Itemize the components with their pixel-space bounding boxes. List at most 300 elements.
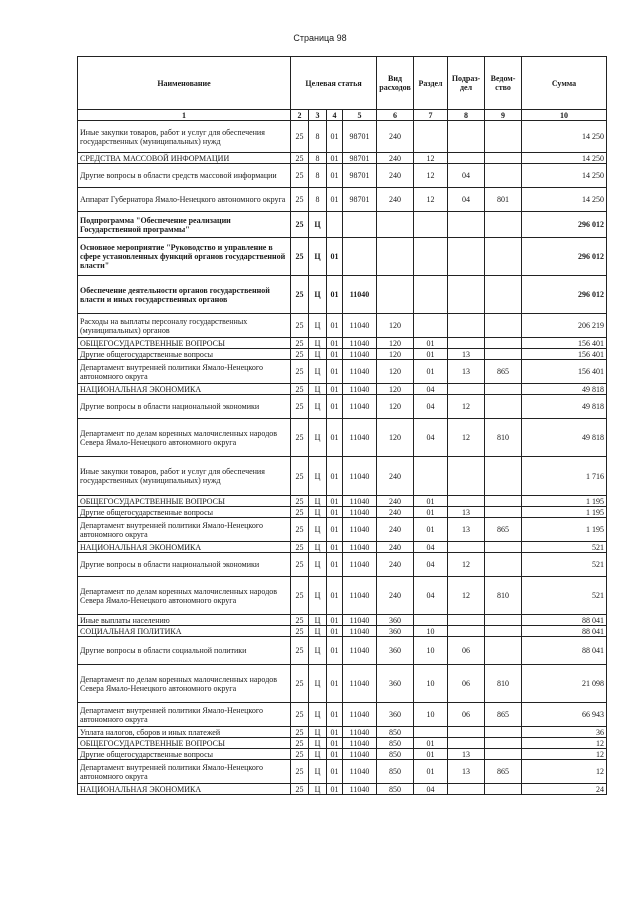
target-code-4: 11040 bbox=[343, 542, 377, 553]
target-code-4: 11040 bbox=[343, 626, 377, 637]
target-code-3: 01 bbox=[327, 457, 343, 496]
section-cell: 01 bbox=[414, 749, 448, 760]
sum-cell: 14 250 bbox=[522, 121, 607, 153]
target-code-3: 01 bbox=[327, 238, 343, 276]
subsection-cell: 12 bbox=[448, 395, 485, 419]
section-cell: 01 bbox=[414, 738, 448, 749]
target-code-1: 25 bbox=[291, 395, 309, 419]
sum-cell: 49 818 bbox=[522, 419, 607, 457]
expense-type-cell: 240 bbox=[377, 553, 414, 577]
target-code-3: 01 bbox=[327, 703, 343, 727]
expense-type-cell: 120 bbox=[377, 384, 414, 395]
sum-cell: 21 098 bbox=[522, 665, 607, 703]
table-row bbox=[78, 314, 607, 338]
row-name: НАЦИОНАЛЬНАЯ ЭКОНОМИКА bbox=[78, 542, 291, 553]
target-code-4: 11040 bbox=[343, 749, 377, 760]
target-code-2: Ц bbox=[309, 784, 327, 795]
header-row bbox=[78, 57, 607, 110]
subsection-cell bbox=[448, 738, 485, 749]
subsection-cell: 12 bbox=[448, 577, 485, 615]
department-cell bbox=[485, 784, 522, 795]
subsection-cell: 06 bbox=[448, 703, 485, 727]
expense-type-cell: 240 bbox=[377, 188, 414, 212]
target-code-3: 01 bbox=[327, 760, 343, 784]
sum-cell: 1 195 bbox=[522, 496, 607, 507]
subsection-cell: 13 bbox=[448, 507, 485, 518]
header-section: Раздел bbox=[414, 57, 448, 110]
table-row bbox=[78, 665, 607, 703]
section-cell: 04 bbox=[414, 553, 448, 577]
sum-cell: 206 219 bbox=[522, 314, 607, 338]
department-cell: 865 bbox=[485, 360, 522, 384]
expense-type-cell: 850 bbox=[377, 738, 414, 749]
sum-cell: 49 818 bbox=[522, 395, 607, 419]
department-cell bbox=[485, 164, 522, 188]
target-code-1: 25 bbox=[291, 577, 309, 615]
target-code-1: 25 bbox=[291, 360, 309, 384]
expense-type-cell: 360 bbox=[377, 626, 414, 637]
target-code-4: 11040 bbox=[343, 314, 377, 338]
subsection-cell bbox=[448, 384, 485, 395]
subsection-cell: 06 bbox=[448, 665, 485, 703]
subsection-cell bbox=[448, 276, 485, 314]
target-code-3: 01 bbox=[327, 738, 343, 749]
target-code-1: 25 bbox=[291, 338, 309, 349]
target-code-2: 8 bbox=[309, 164, 327, 188]
sum-cell: 296 012 bbox=[522, 276, 607, 314]
sum-cell: 14 250 bbox=[522, 164, 607, 188]
expense-type-cell: 850 bbox=[377, 727, 414, 738]
target-code-4: 11040 bbox=[343, 338, 377, 349]
target-code-4: 98701 bbox=[343, 164, 377, 188]
target-code-4: 98701 bbox=[343, 153, 377, 164]
section-cell: 04 bbox=[414, 419, 448, 457]
department-cell bbox=[485, 238, 522, 276]
table-row bbox=[78, 349, 607, 360]
header-sum: Сумма bbox=[522, 57, 607, 110]
section-cell: 04 bbox=[414, 577, 448, 615]
sum-cell: 521 bbox=[522, 577, 607, 615]
target-code-4: 11040 bbox=[343, 518, 377, 542]
column-number: 10 bbox=[522, 110, 607, 121]
target-code-2: Ц bbox=[309, 626, 327, 637]
department-cell bbox=[485, 384, 522, 395]
target-code-3: 01 bbox=[327, 553, 343, 577]
target-code-3: 01 bbox=[327, 626, 343, 637]
target-code-4: 11040 bbox=[343, 349, 377, 360]
table-row bbox=[78, 637, 607, 665]
expense-type-cell: 360 bbox=[377, 615, 414, 626]
subsection-cell: 12 bbox=[448, 553, 485, 577]
column-number-row bbox=[78, 110, 607, 121]
target-code-1: 25 bbox=[291, 749, 309, 760]
row-name: Другие общегосударственные вопросы bbox=[78, 749, 291, 760]
target-code-2: Ц bbox=[309, 314, 327, 338]
row-name: Департамент по делам коренных малочисленных народов Севера Ямало-Ненецкого автономного округа bbox=[78, 577, 291, 615]
section-cell: 12 bbox=[414, 153, 448, 164]
row-name: Иные закупки товаров, работ и услуг для обеспечения государственных (муниципальных) нужд bbox=[78, 121, 291, 153]
target-code-2: Ц bbox=[309, 749, 327, 760]
target-code-3: 01 bbox=[327, 749, 343, 760]
subsection-cell: 13 bbox=[448, 518, 485, 542]
target-code-2: Ц bbox=[309, 518, 327, 542]
header-expense-type: Вид расходов bbox=[377, 57, 414, 110]
table-row bbox=[78, 749, 607, 760]
target-code-4: 11040 bbox=[343, 384, 377, 395]
target-code-3: 01 bbox=[327, 395, 343, 419]
table-row bbox=[78, 553, 607, 577]
subsection-cell bbox=[448, 212, 485, 238]
section-cell: 01 bbox=[414, 496, 448, 507]
subsection-cell bbox=[448, 727, 485, 738]
target-code-2: Ц bbox=[309, 507, 327, 518]
target-code-4: 11040 bbox=[343, 496, 377, 507]
expense-type-cell: 850 bbox=[377, 784, 414, 795]
section-cell: 12 bbox=[414, 164, 448, 188]
expense-type-cell: 850 bbox=[377, 760, 414, 784]
department-cell: 810 bbox=[485, 577, 522, 615]
target-code-4: 11040 bbox=[343, 553, 377, 577]
target-code-2: Ц bbox=[309, 577, 327, 615]
table-row bbox=[78, 238, 607, 276]
target-code-4: 11040 bbox=[343, 760, 377, 784]
target-code-1: 25 bbox=[291, 626, 309, 637]
sum-cell: 12 bbox=[522, 749, 607, 760]
target-code-1: 25 bbox=[291, 276, 309, 314]
section-cell: 10 bbox=[414, 626, 448, 637]
column-number: 6 bbox=[377, 110, 414, 121]
row-name: ОБЩЕГОСУДАРСТВЕННЫЕ ВОПРОСЫ bbox=[78, 738, 291, 749]
row-name: Департамент внутренней политики Ямало-Ненецкого автономного округа bbox=[78, 760, 291, 784]
expense-type-cell: 120 bbox=[377, 314, 414, 338]
department-cell bbox=[485, 338, 522, 349]
target-code-3: 01 bbox=[327, 276, 343, 314]
target-code-2: Ц bbox=[309, 637, 327, 665]
subsection-cell: 13 bbox=[448, 760, 485, 784]
expense-type-cell: 240 bbox=[377, 164, 414, 188]
target-code-1: 25 bbox=[291, 615, 309, 626]
row-name: Иные выплаты населению bbox=[78, 615, 291, 626]
sum-cell: 14 250 bbox=[522, 153, 607, 164]
section-cell bbox=[414, 314, 448, 338]
target-code-1: 25 bbox=[291, 760, 309, 784]
table-row bbox=[78, 626, 607, 637]
subsection-cell bbox=[448, 153, 485, 164]
department-cell: 865 bbox=[485, 703, 522, 727]
expense-type-cell: 360 bbox=[377, 703, 414, 727]
sum-cell: 12 bbox=[522, 760, 607, 784]
target-code-2: Ц bbox=[309, 703, 327, 727]
target-code-2: Ц bbox=[309, 665, 327, 703]
table-row bbox=[78, 760, 607, 784]
target-code-2: Ц bbox=[309, 542, 327, 553]
target-code-3 bbox=[327, 212, 343, 238]
subsection-cell: 04 bbox=[448, 164, 485, 188]
expense-type-cell: 240 bbox=[377, 457, 414, 496]
expense-type-cell: 240 bbox=[377, 542, 414, 553]
row-name: Уплата налогов, сборов и иных платежей bbox=[78, 727, 291, 738]
target-code-2: 8 bbox=[309, 188, 327, 212]
page-number: Страница 98 bbox=[293, 33, 347, 43]
target-code-4: 11040 bbox=[343, 738, 377, 749]
target-code-3: 01 bbox=[327, 188, 343, 212]
target-code-1: 25 bbox=[291, 164, 309, 188]
sum-cell: 49 818 bbox=[522, 384, 607, 395]
subsection-cell bbox=[448, 542, 485, 553]
department-cell bbox=[485, 153, 522, 164]
subsection-cell: 12 bbox=[448, 419, 485, 457]
expense-type-cell: 240 bbox=[377, 496, 414, 507]
department-cell bbox=[485, 507, 522, 518]
row-name: Другие общегосударственные вопросы bbox=[78, 507, 291, 518]
target-code-1: 25 bbox=[291, 496, 309, 507]
target-code-1: 25 bbox=[291, 349, 309, 360]
sum-cell: 1 195 bbox=[522, 518, 607, 542]
expense-type-cell: 120 bbox=[377, 395, 414, 419]
target-code-2: Ц bbox=[309, 496, 327, 507]
target-code-2: Ц bbox=[309, 727, 327, 738]
row-name: Другие вопросы в области социальной политики bbox=[78, 637, 291, 665]
target-code-4: 11040 bbox=[343, 457, 377, 496]
department-cell bbox=[485, 727, 522, 738]
table-row bbox=[78, 727, 607, 738]
table-row bbox=[78, 507, 607, 518]
section-cell: 10 bbox=[414, 637, 448, 665]
row-name: ОБЩЕГОСУДАРСТВЕННЫЕ ВОПРОСЫ bbox=[78, 338, 291, 349]
target-code-4: 11040 bbox=[343, 577, 377, 615]
target-code-4: 11040 bbox=[343, 276, 377, 314]
row-name: Департамент внутренней политики Ямало-Ненецкого автономного округа bbox=[78, 703, 291, 727]
target-code-3: 01 bbox=[327, 338, 343, 349]
subsection-cell: 13 bbox=[448, 349, 485, 360]
table-row bbox=[78, 518, 607, 542]
sum-cell: 88 041 bbox=[522, 637, 607, 665]
target-code-1: 25 bbox=[291, 727, 309, 738]
sum-cell: 521 bbox=[522, 553, 607, 577]
department-cell bbox=[485, 615, 522, 626]
target-code-2: Ц bbox=[309, 553, 327, 577]
row-name: НАЦИОНАЛЬНАЯ ЭКОНОМИКА bbox=[78, 784, 291, 795]
expense-type-cell: 120 bbox=[377, 338, 414, 349]
expense-type-cell: 240 bbox=[377, 507, 414, 518]
row-name: Департамент внутренней политики Ямало-Ненецкого автономного округа bbox=[78, 360, 291, 384]
sum-cell: 24 bbox=[522, 784, 607, 795]
section-cell bbox=[414, 727, 448, 738]
department-cell bbox=[485, 496, 522, 507]
target-code-2: 8 bbox=[309, 153, 327, 164]
budget-table bbox=[77, 56, 607, 795]
table-row bbox=[78, 338, 607, 349]
target-code-4: 11040 bbox=[343, 637, 377, 665]
target-code-1: 25 bbox=[291, 153, 309, 164]
target-code-1: 25 bbox=[291, 212, 309, 238]
department-cell bbox=[485, 749, 522, 760]
header-subsection: Подраз-дел bbox=[448, 57, 485, 110]
target-code-1: 25 bbox=[291, 314, 309, 338]
target-code-3: 01 bbox=[327, 349, 343, 360]
target-code-1: 25 bbox=[291, 637, 309, 665]
target-code-3: 01 bbox=[327, 665, 343, 703]
target-code-2: Ц bbox=[309, 384, 327, 395]
expense-type-cell: 240 bbox=[377, 577, 414, 615]
target-code-2: Ц bbox=[309, 238, 327, 276]
target-code-4: 98701 bbox=[343, 188, 377, 212]
target-code-3: 01 bbox=[327, 542, 343, 553]
sum-cell: 156 401 bbox=[522, 360, 607, 384]
expense-type-cell: 360 bbox=[377, 665, 414, 703]
department-cell bbox=[485, 637, 522, 665]
subsection-cell bbox=[448, 784, 485, 795]
department-cell bbox=[485, 276, 522, 314]
target-code-2: Ц bbox=[309, 349, 327, 360]
subsection-cell: 13 bbox=[448, 749, 485, 760]
row-name: Другие вопросы в области национальной экономики bbox=[78, 395, 291, 419]
header-department: Ведом-ство bbox=[485, 57, 522, 110]
table-row bbox=[78, 121, 607, 153]
sum-cell: 521 bbox=[522, 542, 607, 553]
target-code-2: Ц bbox=[309, 419, 327, 457]
target-code-2: Ц bbox=[309, 615, 327, 626]
department-cell bbox=[485, 349, 522, 360]
section-cell: 10 bbox=[414, 703, 448, 727]
row-name: ОБЩЕГОСУДАРСТВЕННЫЕ ВОПРОСЫ bbox=[78, 496, 291, 507]
department-cell bbox=[485, 395, 522, 419]
table-row bbox=[78, 542, 607, 553]
sum-cell: 66 943 bbox=[522, 703, 607, 727]
target-code-1: 25 bbox=[291, 518, 309, 542]
section-cell: 01 bbox=[414, 349, 448, 360]
subsection-cell bbox=[448, 314, 485, 338]
sum-cell: 88 041 bbox=[522, 626, 607, 637]
target-code-1: 25 bbox=[291, 665, 309, 703]
table-row bbox=[78, 615, 607, 626]
target-code-4: 11040 bbox=[343, 507, 377, 518]
department-cell bbox=[485, 457, 522, 496]
target-code-3: 01 bbox=[327, 727, 343, 738]
department-cell: 810 bbox=[485, 419, 522, 457]
subsection-cell bbox=[448, 626, 485, 637]
department-cell bbox=[485, 738, 522, 749]
target-code-2: Ц bbox=[309, 360, 327, 384]
table-row bbox=[78, 360, 607, 384]
table-row bbox=[78, 384, 607, 395]
row-name: Расходы на выплаты персоналу государственных (муниципальных) органов bbox=[78, 314, 291, 338]
target-code-3: 01 bbox=[327, 784, 343, 795]
expense-type-cell: 360 bbox=[377, 637, 414, 665]
sum-cell: 156 401 bbox=[522, 349, 607, 360]
target-code-1: 25 bbox=[291, 553, 309, 577]
section-cell: 01 bbox=[414, 518, 448, 542]
sum-cell: 1 195 bbox=[522, 507, 607, 518]
section-cell: 01 bbox=[414, 338, 448, 349]
target-code-2: Ц bbox=[309, 457, 327, 496]
subsection-cell bbox=[448, 238, 485, 276]
section-cell: 04 bbox=[414, 542, 448, 553]
target-code-1: 25 bbox=[291, 542, 309, 553]
target-code-2: Ц bbox=[309, 760, 327, 784]
table-row bbox=[78, 457, 607, 496]
target-code-4: 11040 bbox=[343, 703, 377, 727]
table-row bbox=[78, 419, 607, 457]
table-row bbox=[78, 164, 607, 188]
target-code-4: 11040 bbox=[343, 727, 377, 738]
target-code-4: 11040 bbox=[343, 360, 377, 384]
expense-type-cell bbox=[377, 238, 414, 276]
target-code-1: 25 bbox=[291, 419, 309, 457]
section-cell: 10 bbox=[414, 665, 448, 703]
department-cell: 865 bbox=[485, 518, 522, 542]
table-body bbox=[78, 121, 607, 795]
department-cell: 801 bbox=[485, 188, 522, 212]
subsection-cell bbox=[448, 496, 485, 507]
row-name: Иные закупки товаров, работ и услуг для обеспечения государственных (муниципальных) нужд bbox=[78, 457, 291, 496]
expense-type-cell: 240 bbox=[377, 153, 414, 164]
section-cell bbox=[414, 457, 448, 496]
subsection-cell bbox=[448, 338, 485, 349]
column-number: 5 bbox=[343, 110, 377, 121]
table-row bbox=[78, 395, 607, 419]
column-number: 4 bbox=[327, 110, 343, 121]
target-code-3: 01 bbox=[327, 577, 343, 615]
row-name: СОЦИАЛЬНАЯ ПОЛИТИКА bbox=[78, 626, 291, 637]
target-code-1: 25 bbox=[291, 188, 309, 212]
target-code-1: 25 bbox=[291, 238, 309, 276]
target-code-3: 01 bbox=[327, 121, 343, 153]
header-target: Целевая статья bbox=[291, 57, 377, 110]
target-code-1: 25 bbox=[291, 457, 309, 496]
sum-cell: 12 bbox=[522, 738, 607, 749]
target-code-3: 01 bbox=[327, 419, 343, 457]
target-code-3: 01 bbox=[327, 314, 343, 338]
department-cell bbox=[485, 121, 522, 153]
subsection-cell: 13 bbox=[448, 360, 485, 384]
target-code-3: 01 bbox=[327, 637, 343, 665]
column-number: 2 bbox=[291, 110, 309, 121]
row-name: НАЦИОНАЛЬНАЯ ЭКОНОМИКА bbox=[78, 384, 291, 395]
section-cell: 12 bbox=[414, 188, 448, 212]
sum-cell: 156 401 bbox=[522, 338, 607, 349]
column-number: 3 bbox=[309, 110, 327, 121]
target-code-4 bbox=[343, 212, 377, 238]
target-code-3: 01 bbox=[327, 518, 343, 542]
column-number: 8 bbox=[448, 110, 485, 121]
department-cell bbox=[485, 553, 522, 577]
sum-cell: 14 250 bbox=[522, 188, 607, 212]
expense-type-cell: 850 bbox=[377, 749, 414, 760]
row-name: Обеспечение деятельности органов государственной власти и иных государственных органов bbox=[78, 276, 291, 314]
row-name: Аппарат Губернатора Ямало-Ненецкого автономного округа bbox=[78, 188, 291, 212]
target-code-3: 01 bbox=[327, 496, 343, 507]
target-code-4: 11040 bbox=[343, 419, 377, 457]
section-cell bbox=[414, 238, 448, 276]
row-name: Департамент внутренней политики Ямало-Ненецкого автономного округа bbox=[78, 518, 291, 542]
section-cell: 01 bbox=[414, 507, 448, 518]
table-row bbox=[78, 738, 607, 749]
target-code-2: Ц bbox=[309, 212, 327, 238]
section-cell: 04 bbox=[414, 384, 448, 395]
row-name: Департамент по делам коренных малочисленных народов Севера Ямало-Ненецкого автономного округа bbox=[78, 419, 291, 457]
expense-type-cell bbox=[377, 212, 414, 238]
section-cell bbox=[414, 276, 448, 314]
target-code-3: 01 bbox=[327, 615, 343, 626]
section-cell bbox=[414, 212, 448, 238]
table-row bbox=[78, 153, 607, 164]
table-row bbox=[78, 496, 607, 507]
subsection-cell bbox=[448, 457, 485, 496]
target-code-4 bbox=[343, 238, 377, 276]
expense-type-cell: 240 bbox=[377, 121, 414, 153]
sum-cell: 36 bbox=[522, 727, 607, 738]
